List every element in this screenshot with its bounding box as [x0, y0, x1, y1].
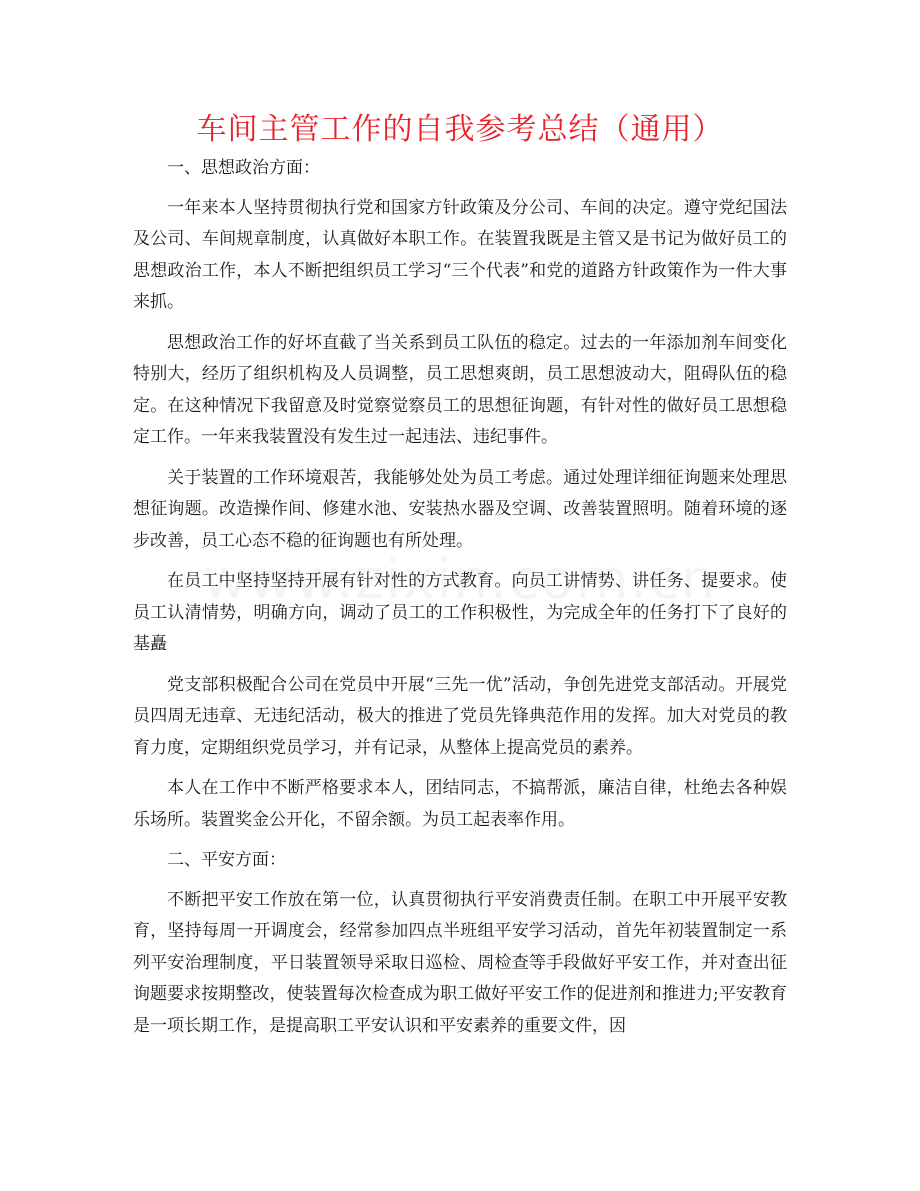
- document-title: 车间主管工作的自我参考总结（通用）: [196, 112, 724, 147]
- section-heading-ideology: 一、思想政治方面：: [167, 158, 320, 178]
- paragraph: 思想政治工作的好坏直截了当关系到员工队伍的稳定。过去的一年添加剂车间变化特别大，经历了组织机构及人员调整，员工思想爽朗，员工思想波动大，阻碍队伍的稳定。在这种情况下我留意及时觉察觉察员工的思想征询题，有针对性的做好员工思想稳定工作。一年来我装置没有发生过一起违法、违纪事件。: [133, 332, 787, 447]
- section-heading-safety: 二、平安方面：: [167, 850, 286, 870]
- paragraph: 关于装置的工作环境艰苦，我能够处处为员工考虑。通过处理详细征询题来处理思想征询题。改造操作间、修建水池、安装热水器及空调、改善装置照明。随着环境的逐步改善，员工心态不稳的征询题也有所处理。: [133, 467, 787, 551]
- paragraph: 一年来本人坚持贯彻执行党和国家方针政策及分公司、车间的决定。遵守党纪国法及公司、车间规章制度，认真做好本职工作。在装置我既是主管又是书记为做好员工的思想政治工作，本人不断把组织员工学习“三个代表”和党的道路方针政策作为一件大事来抓。: [133, 197, 787, 312]
- paragraph: 党支部积极配合公司在党员中开展“三先一优”活动，争创先进党支部活动。开展党员四周无违章、无违纪活动，极大的推进了党员先锋典范作用的发挥。加大对党员的教育力度，定期组织党员学习，并有记录，从整体上提高党员的素养。: [133, 674, 787, 758]
- paragraph: 不断把平安工作放在第一位，认真贯彻执行平安消费责任制。在职工中开展平安教育，坚持每周一开调度会，经常参加四点半班组平安学习活动，首先年初装置制定一系列平安治理制度，平日装置领导采取日巡检、周检查等手段做好平安工作，并对查出征询题要求按期整改，使装置每次检查成为职工做好平安工作的促进剂和推进力;平安教育是一项长期工作，是提高职工平安认识和平安素养的重要文件，因: [133, 889, 787, 1036]
- paragraph: 本人在工作中不断严格要求本人，团结同志，不搞帮派，廉洁自律，杜绝去各种娱乐场所。装置奖金公开化，不留余额。为员工起表率作用。: [133, 778, 787, 830]
- document-body: [133, 153, 787, 1051]
- paragraph: 在员工中坚持坚持开展有针对性的方式教育。向员工讲情势、讲任务、提要求。使员工认清情势，明确方向，调动了员工的工作积极性，为完成全年的任务打下了良好的基矗: [133, 571, 787, 654]
